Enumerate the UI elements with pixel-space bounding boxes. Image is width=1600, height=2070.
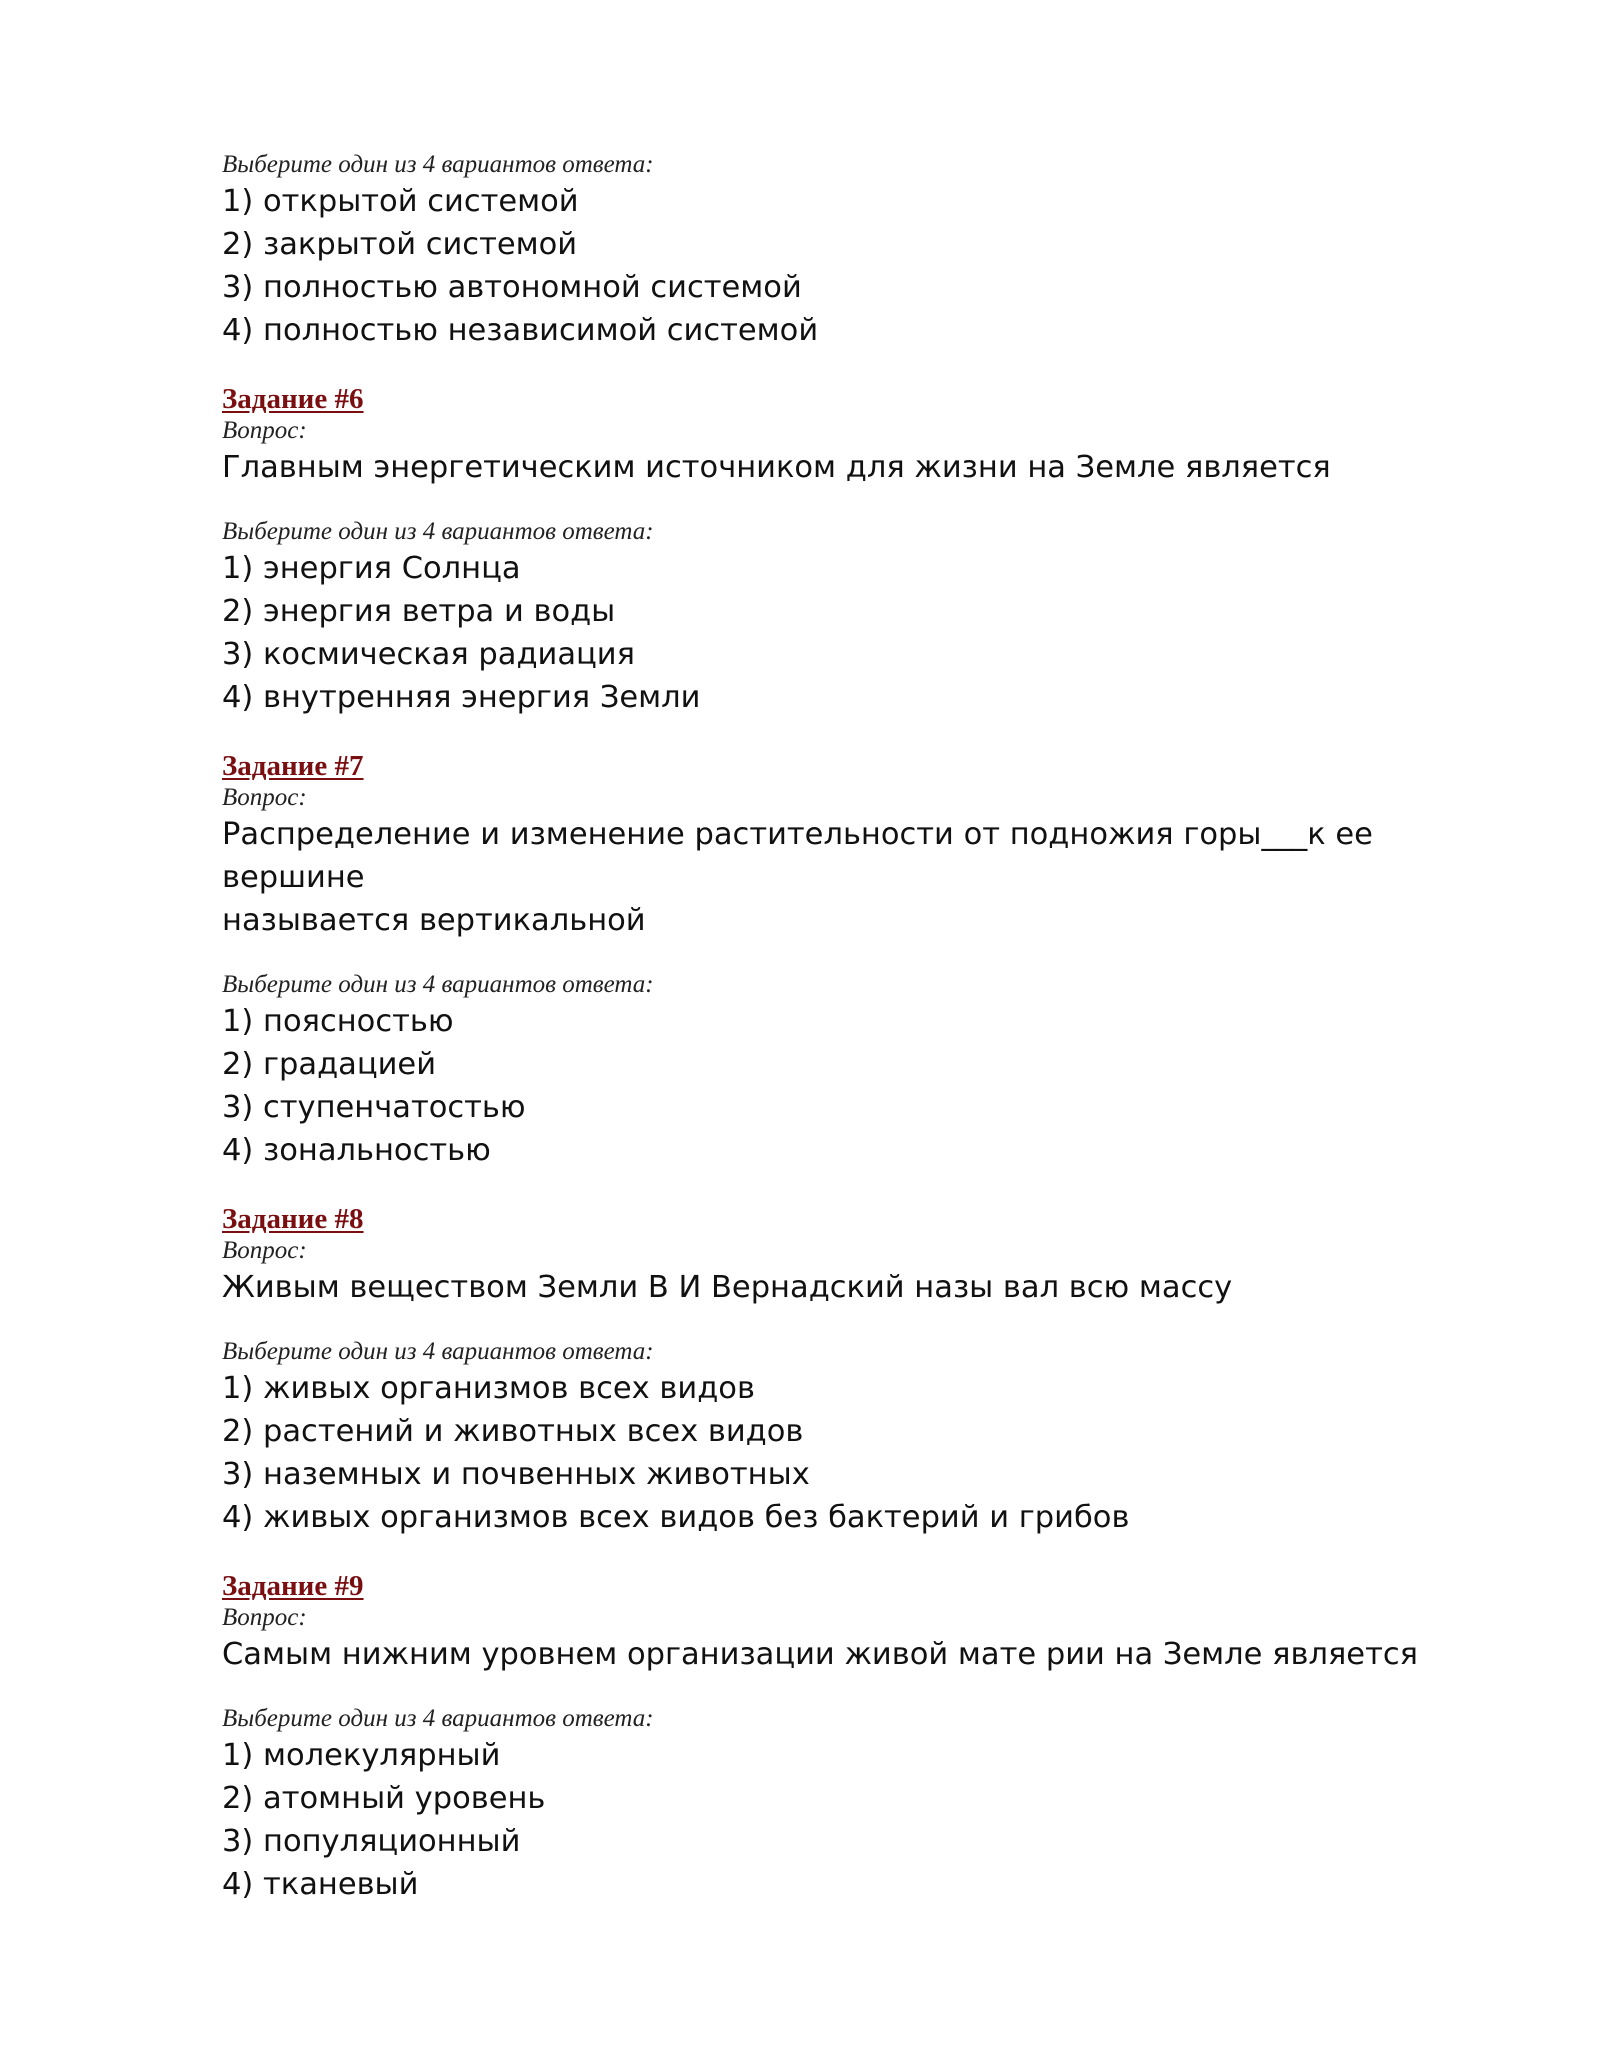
answer-option: 1) живых организмов всех видов bbox=[222, 1371, 755, 1406]
answer-option: 1) поясностью bbox=[222, 1004, 454, 1039]
answer-option: 4) зональностью bbox=[222, 1133, 491, 1168]
question-text: Живым веществом Земли В И Вернадский назы вал всю массу bbox=[222, 1270, 1233, 1305]
question-text: Самым нижним уровнем организации живой мате рии на Земле является bbox=[222, 1637, 1418, 1672]
answer-prompt: Выберите один из 4 вариантов ответа: bbox=[222, 971, 654, 998]
task-heading: Задание #6 bbox=[222, 383, 364, 415]
answer-option: 3) популяционный bbox=[222, 1824, 521, 1859]
answer-option: 4) тканевый bbox=[222, 1867, 419, 1902]
question-label: Вопрос: bbox=[222, 417, 307, 444]
task-8 bbox=[222, 1202, 1522, 1539]
answer-option: 2) градацией bbox=[222, 1047, 437, 1082]
answer-option: 1) молекулярный bbox=[222, 1738, 501, 1773]
task-6 bbox=[222, 382, 1522, 719]
document-page bbox=[222, 150, 1522, 1906]
task-7 bbox=[222, 749, 1522, 1172]
answer-prompt: Выберите один из 4 вариантов ответа: bbox=[222, 1705, 654, 1732]
answer-option: 2) атомный уровень bbox=[222, 1781, 546, 1816]
task-heading: Задание #7 bbox=[222, 750, 364, 782]
answer-option: 3) ступенчатостью bbox=[222, 1090, 526, 1125]
answer-option: 3) наземных и почвенных животных bbox=[222, 1457, 810, 1492]
answer-option: 4) полностью независимой системой bbox=[222, 313, 819, 348]
task-heading: Задание #9 bbox=[222, 1570, 364, 1602]
question-label: Вопрос: bbox=[222, 784, 307, 811]
task-heading: Задание #8 bbox=[222, 1203, 364, 1235]
answer-option: 1) открытой системой bbox=[222, 184, 579, 219]
answer-option: 3) полностью автономной системой bbox=[222, 270, 802, 305]
lead-answer-block bbox=[222, 150, 1522, 352]
answer-option: 4) живых организмов всех видов без бактерий и грибов bbox=[222, 1500, 1130, 1535]
answer-option: 2) растений и животных всех видов bbox=[222, 1414, 804, 1449]
question-label: Вопрос: bbox=[222, 1237, 307, 1264]
task-9 bbox=[222, 1569, 1522, 1906]
answer-option: 1) энергия Солнца bbox=[222, 551, 521, 586]
question-text: Распределение и изменение растительности от подножия горы___к ее вершине называется вертикальной bbox=[222, 817, 1373, 938]
answer-prompt: Выберите один из 4 вариантов ответа: bbox=[222, 518, 654, 545]
answer-option: 4) внутренняя энергия Земли bbox=[222, 680, 701, 715]
answer-option: 2) энергия ветра и воды bbox=[222, 594, 616, 629]
question-text: Главным энергетическим источником для жизни на Земле является bbox=[222, 450, 1331, 485]
answer-prompt: Выберите один из 4 вариантов ответа: bbox=[222, 151, 654, 178]
answer-option: 3) космическая радиация bbox=[222, 637, 635, 672]
answer-prompt: Выберите один из 4 вариантов ответа: bbox=[222, 1338, 654, 1365]
question-label: Вопрос: bbox=[222, 1604, 307, 1631]
answer-option: 2) закрытой системой bbox=[222, 227, 578, 262]
